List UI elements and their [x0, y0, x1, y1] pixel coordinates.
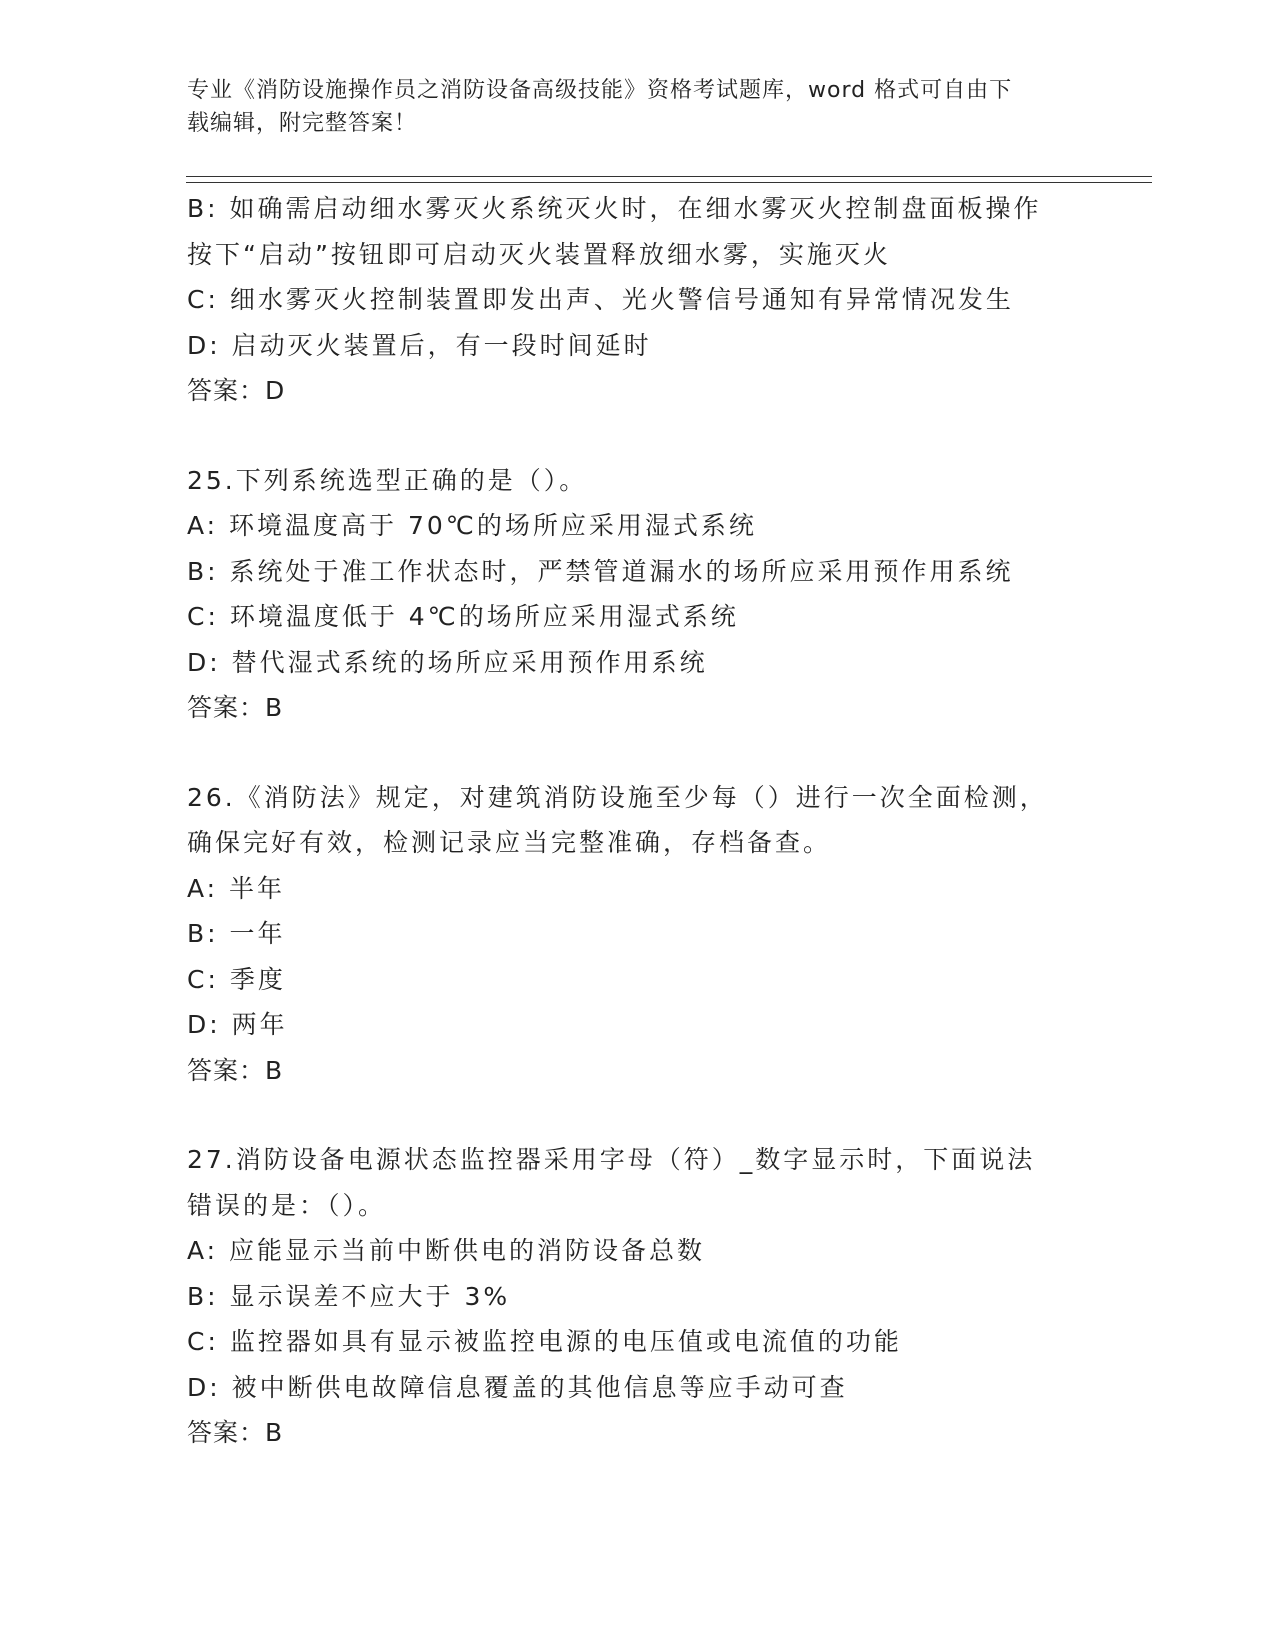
answer: 答案：B [187, 1418, 284, 1447]
option-c: C: 季度 [187, 964, 286, 994]
question-list [187, 186, 1107, 1456]
question-stem-line-1: 26.《消防法》规定，对建筑消防设施至少每（）进行一次全面检测， [187, 782, 1048, 812]
header-line-2: 载编辑，附完整答案！ [187, 111, 418, 136]
option-a: A: 环境温度高于 70℃的场所应采用湿式系统 [187, 511, 757, 540]
option-d: D: 替代湿式系统的场所应采用预作用系统 [187, 647, 708, 677]
option-b-line-1: B: 如确需启动细水雾灭火系统灭火时，在细水雾灭火控制盘面板操作 [187, 194, 1042, 223]
question-25 [187, 458, 1107, 731]
option-c: C: 监控器如具有显示被监控电源的电压值或电流值的功能 [187, 1327, 902, 1356]
option-b: B: 系统处于准工作状态时，严禁管道漏水的场所应采用预作用系统 [187, 556, 1014, 586]
header-line-1: 专业《消防设施操作员之消防设备高级技能》资格考试题库，word 格式可自由下 [187, 78, 1013, 103]
option-b: B: 一年 [187, 919, 286, 948]
header-divider-bottom [186, 182, 1152, 183]
answer: 答案：B [187, 1055, 284, 1085]
question-stem-line-2: 错误的是：（）。 [187, 1190, 387, 1220]
answer: 答案：B [187, 693, 284, 722]
question-24-continued [187, 186, 1107, 414]
header-divider-top [186, 176, 1152, 177]
option-d: D: 两年 [187, 1010, 288, 1039]
option-a: A: 应能显示当前中断供电的消防设备总数 [187, 1236, 706, 1265]
option-d: D: 被中断供电故障信息覆盖的其他信息等应手动可查 [187, 1372, 848, 1402]
option-d: D: 启动灭火装置后，有一段时间延时 [187, 330, 652, 360]
question-26 [187, 775, 1107, 1094]
option-c: C: 细水雾灭火控制装置即发出声、光火警信号通知有异常情况发生 [187, 285, 1014, 314]
answer: 答案：D [187, 376, 286, 405]
option-b-line-2: 按下“启动”按钮即可启动灭火装置释放细水雾，实施灭火 [187, 239, 891, 269]
option-c: C: 环境温度低于 4℃的场所应采用湿式系统 [187, 602, 739, 631]
document-header [187, 74, 1067, 140]
option-a: A: 半年 [187, 873, 286, 903]
option-b: B: 显示误差不应大于 3% [187, 1281, 511, 1311]
question-stem-line-2: 确保完好有效，检测记录应当完整准确，存档备查。 [187, 828, 832, 857]
question-27 [187, 1137, 1107, 1456]
question-stem: 25.下列系统选型正确的是（）。 [187, 465, 588, 495]
question-stem-line-1: 27.消防设备电源状态监控器采用字母（符）_数字显示时，下面说法 [187, 1145, 1036, 1174]
